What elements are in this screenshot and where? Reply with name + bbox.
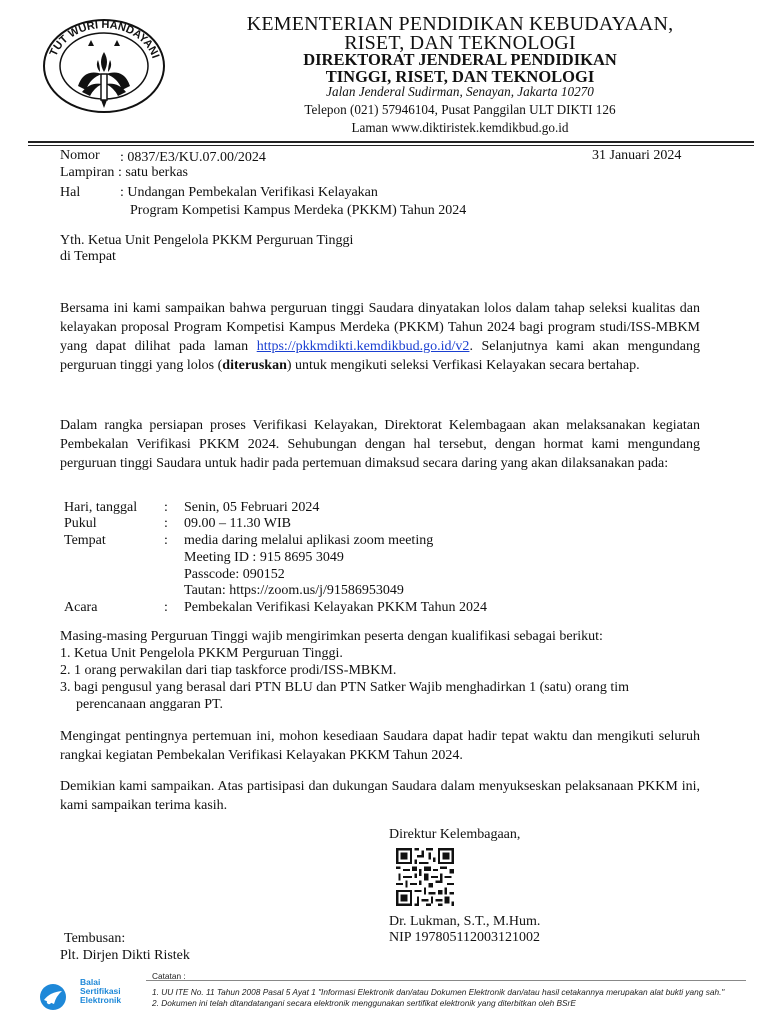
paragraph-2: Dalam rangka persiapan proses Verifikasi Kelayakan, Direktorat Kelembagaan akan melaksanakan kegiatan Pembekalan Verifikasi PKKM 2024. Sehubungan dengan hal tersebut, dengan hormat kami mengundang perguruan tinggi Saudara untuk hadir pada pertemuan dimaksud secara daring yang akan dilaksanakan pada:	[60, 418, 700, 471]
schedule-colon: :	[164, 533, 168, 548]
nomor-value: : 0837/E3/KU.07.00/2024	[120, 150, 266, 165]
schedule-day-label: Hari, tanggal	[64, 500, 138, 515]
directorate-name-line2: TINGGI, RISET, DAN TEKNOLOGI	[325, 67, 595, 86]
directorate-name-line1: DIREKTORAT JENDERAL PENDIDIKAN	[303, 50, 617, 69]
svg-text:TUT WURI HANDAYANI: TUT WURI HANDAYANI	[47, 18, 162, 60]
hal-value-line2: Program Kompetisi Kampus Merdeka (PKKM) Tahun 2024	[130, 203, 467, 218]
bsre-text-3: Elektronik	[80, 995, 122, 1005]
requirement-item-3: 3. bagi pengusul yang berasal dari PTN BLU dan PTN Satker Wajib menghadirkan 1 (satu) orang tim	[60, 680, 629, 695]
schedule-agenda-label: Acara	[64, 600, 98, 615]
requirement-item-2: 2. 1 orang perwakilan dari tiap taskforce prodi/ISS-MBKM.	[60, 663, 397, 678]
schedule-colon: :	[164, 600, 168, 615]
schedule-day-value: Senin, 05 Februari 2024	[184, 500, 320, 515]
requirement-item-3-cont: perencanaan anggaran PT.	[76, 697, 224, 712]
addressee-line1: Yth. Ketua Unit Pengelola PKKM Perguruan Tinggi	[60, 233, 354, 248]
schedule-place-value-1: media daring melalui aplikasi zoom meeting	[184, 533, 434, 548]
paragraph-1: Bersama ini kami sampaikan bahwa perguruan tinggi Saudara dinyatakan lolos dalam tahap seleksi kualitas dan kelayakan proposal Program Kompetisi Kampus Merdeka (PKKM) Tahun 2024 bagi program studi/ISS-MBKM yang dapat dilihat pada laman https://pkkmdikti.kemdikbud.go.id/v2. Selanjutnya kami akan mengundang perguruan tinggi yang lolos (diteruskan) untuk mengikuti seleksi Verfikasi Kelayakan secara bertahap.	[60, 301, 700, 373]
bsre-logo	[38, 978, 138, 1014]
website-line: Laman www.diktiristek.kemdikbud.go.id	[351, 120, 569, 135]
schedule-time-value: 09.00 – 11.30 WIB	[184, 516, 291, 531]
requirements-intro: Masing-masing Perguruan Tinggi wajib mengirimkan peserta dengan kualifikasi sebagai berikut:	[60, 629, 603, 644]
signature-title: Direktur Kelembagaan,	[389, 827, 521, 842]
schedule-colon: :	[164, 500, 168, 515]
addressee-line2: di Tempat	[60, 249, 116, 264]
pkkm-link[interactable]: https://pkkmdikti.kemdikbud.go.id/v2	[256, 339, 470, 354]
cc-recipient: Plt. Dirjen Dikti Ristek	[60, 948, 190, 963]
header-rule	[28, 141, 754, 143]
schedule-time-label: Pukul	[64, 516, 97, 531]
footer-note-1: 1. UU ITE No. 11 Tahun 2008 Pasal 5 Ayat 1 "Informasi Elektronik dan/atau Dokumen Elektronik dan/atau hasil cetakannya merupakan alat bukti yang sah."	[152, 987, 725, 997]
requirement-item-1: 1. Ketua Unit Pengelola PKKM Perguruan Tinggi.	[60, 646, 343, 661]
bsre-text-1: Balai	[80, 977, 101, 987]
schedule-place-label: Tempat	[64, 533, 106, 548]
header-rule-thin	[28, 145, 754, 146]
letter-date: 31 Januari 2024	[592, 148, 682, 163]
footer-note-2: 2. Dokumen ini telah ditandatangani secara elektronik menggunakan sertifikat elektronik yang diterbitkan oleh BSrE	[152, 998, 576, 1008]
cc-label: Tembusan:	[64, 931, 126, 946]
lampiran-label: Lampiran	[60, 165, 115, 180]
ministry-name-line2: RISET, DAN TEKNOLOGI	[344, 32, 576, 54]
nomor-label: Nomor	[60, 148, 100, 163]
hal-value-line1: : Undangan Pembekalan Verifikasi Kelayakan	[120, 185, 378, 200]
schedule-agenda-value: Pembekalan Verifikasi Kelayakan PKKM Tahun 2024	[184, 600, 487, 615]
signatory-name: Dr. Lukman, S.T., M.Hum.	[389, 914, 541, 929]
bsre-emblem-icon	[38, 982, 68, 1012]
paragraph-3: Mengingat pentingnya pertemuan ini, mohon kesediaan Saudara dapat hadir tepat waktu dan mengikuti seluruh rangkai kegiatan Pembekalan Verifikasi Kelayakan PKKM Tahun 2024.	[60, 729, 700, 763]
paragraph-4: Demikian kami sampaikan. Atas partisipasi dan dukungan Saudara dalam menyukseskan pelaksanaan PKKM ini, kami sampaikan terima kasih.	[60, 779, 700, 813]
schedule-meeting-id: Meeting ID : 915 8695 3049	[184, 550, 344, 565]
footer-divider	[146, 980, 746, 981]
phone-line: Telepon (021) 57946104, Pusat Panggilan ULT DIKTI 126	[304, 102, 616, 117]
signatory-nip: NIP 197805112003121002	[389, 930, 541, 945]
schedule-colon: :	[164, 516, 168, 531]
ministry-name-line1: KEMENTERIAN PENDIDIKAN KEBUDAYAAN,	[246, 13, 674, 35]
schedule-zoom-link[interactable]: Tautan: https://zoom.us/j/91586953049	[184, 583, 404, 598]
signature-qr-code	[396, 848, 454, 906]
hal-label: Hal	[60, 185, 81, 200]
tut-wuri-handayani-logo	[40, 16, 168, 116]
schedule-passcode: Passcode: 090152	[184, 567, 285, 582]
bsre-text-2: Sertifikasi	[80, 986, 121, 996]
footer-catatan-label: Catatan :	[152, 971, 186, 981]
lampiran-value: : satu berkas	[118, 165, 188, 180]
address-line: Jalan Jenderal Sudirman, Senayan, Jakarta 10270	[326, 84, 594, 99]
